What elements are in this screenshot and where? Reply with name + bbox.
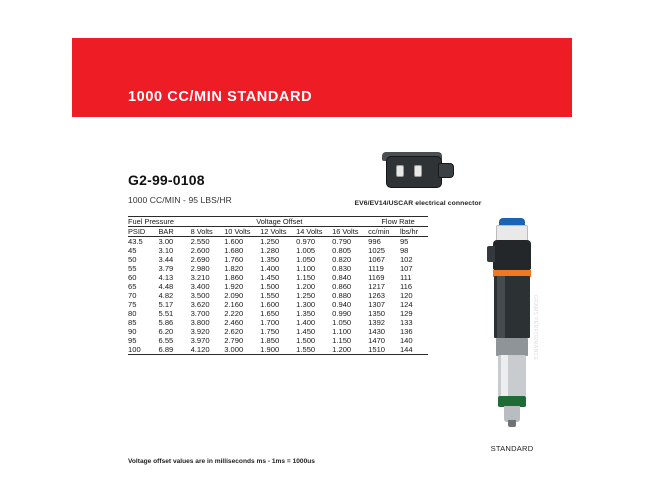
cell-lbshr: 120 (399, 291, 413, 300)
cell-psid: 85 (128, 318, 137, 327)
cell-bar: 4.13 (158, 273, 174, 282)
spec-table (128, 216, 428, 355)
fuel-injector-icon (485, 218, 539, 430)
injector-connector-side (487, 246, 495, 262)
cell-10v: 2.620 (224, 327, 244, 336)
cell-bar: 6.20 (158, 327, 174, 336)
cell-8v: 3.970 (190, 336, 210, 345)
injector-steel-highlight (501, 355, 508, 397)
cell-ccmin: 1307 (368, 300, 386, 309)
cell-ccmin: 1350 (368, 309, 386, 318)
cell-psid: 100 (128, 345, 158, 355)
part-info (128, 172, 388, 205)
cell-10v: 2.460 (224, 318, 244, 327)
cell-16v: 0.790 (332, 237, 352, 246)
cell-ccmin: 1263 (368, 291, 386, 300)
cell-10v: 2.090 (224, 291, 244, 300)
group-header-fuel-pressure: Fuel Pressure (128, 217, 191, 227)
cell-14v: 1.005 (296, 246, 316, 255)
cell-psid: 60 (128, 273, 137, 282)
cell-ccmin: 1510 (368, 345, 400, 355)
cell-bar: 5.86 (158, 318, 174, 327)
cell-psid: 75 (128, 300, 137, 309)
cell-14v: 1.550 (296, 345, 332, 355)
cell-psid: 45 (128, 246, 137, 255)
cell-lbshr: 116 (399, 282, 413, 291)
cell-12v: 1.600 (260, 300, 280, 309)
cell-12v: 1.750 (260, 327, 280, 336)
cell-8v: 2.600 (190, 246, 210, 255)
cell-ccmin: 1470 (368, 336, 386, 345)
cell-ccmin: 1430 (368, 327, 386, 336)
cell-16v: 1.150 (332, 336, 352, 345)
cell-16v: 0.860 (332, 282, 352, 291)
cell-psid: 80 (128, 309, 137, 318)
cell-lbshr: 140 (399, 336, 413, 345)
cell-8v: 2.550 (190, 237, 210, 246)
injector-caption: STANDARD (490, 444, 534, 453)
cell-psid: 50 (128, 255, 137, 264)
cell-12v: 1.650 (260, 309, 280, 318)
connector-figure (352, 150, 484, 207)
table-row (128, 237, 428, 247)
cell-14v: 1.200 (296, 282, 316, 291)
cell-16v: 0.805 (332, 246, 352, 255)
cell-lbshr: 136 (399, 327, 413, 336)
cell-ccmin: 1217 (368, 282, 386, 291)
cell-12v: 1.700 (260, 318, 280, 327)
column-header-14v: 14 Volts (296, 227, 332, 237)
cell-bar: 3.44 (158, 255, 174, 264)
cell-bar: 5.17 (158, 300, 174, 309)
cell-ccmin: 1025 (368, 246, 386, 255)
column-header-bar: BAR (158, 227, 190, 237)
cell-14v: 1.350 (296, 309, 316, 318)
cell-lbshr: 102 (399, 255, 413, 264)
table-group-header-row (128, 217, 428, 227)
table-header-row (128, 227, 428, 237)
cell-16v: 1.100 (332, 327, 352, 336)
cell-bar: 5.51 (158, 309, 174, 318)
electrical-connector-icon (380, 150, 456, 192)
injector-figure (452, 218, 572, 453)
injector-brand-label: GRAMS PERFORMANCE (532, 295, 538, 361)
cell-10v: 1.680 (224, 246, 244, 255)
cell-14v: 1.050 (296, 255, 316, 264)
cell-16v: 1.200 (332, 345, 368, 355)
cell-lbshr: 144 (400, 345, 428, 355)
cell-8v: 3.400 (190, 282, 210, 291)
table-row (128, 336, 428, 345)
cell-10v: 3.000 (224, 345, 260, 355)
cell-8v: 3.210 (190, 273, 210, 282)
cell-8v: 2.690 (190, 255, 210, 264)
cell-12v: 1.400 (260, 264, 280, 273)
table-row (128, 282, 428, 291)
footnote: Voltage offset values are in milliseconds ms - 1ms = 1000us (128, 458, 315, 465)
table-row (128, 300, 428, 309)
spec-table-wrapper (128, 216, 428, 355)
cell-16v: 0.940 (332, 300, 352, 309)
cell-psid: 95 (128, 336, 137, 345)
injector-nozzle (508, 420, 516, 427)
cell-lbshr: 133 (399, 318, 413, 327)
cell-10v: 1.820 (224, 264, 244, 273)
cell-10v: 2.220 (224, 309, 244, 318)
connector-pin (414, 165, 422, 177)
cell-bar: 4.82 (158, 291, 174, 300)
table-row (128, 273, 428, 282)
cell-16v: 0.880 (332, 291, 352, 300)
cell-bar: 6.55 (158, 336, 174, 345)
cell-12v: 1.850 (260, 336, 280, 345)
column-header-10v: 10 Volts (224, 227, 260, 237)
cell-lbshr: 107 (399, 264, 413, 273)
cell-16v: 0.990 (332, 309, 352, 318)
column-header-lbshr: lbs/hr (400, 227, 428, 237)
cell-bar: 3.10 (158, 246, 174, 255)
table-row (128, 345, 428, 355)
cell-14v: 1.300 (296, 300, 316, 309)
connector-tab (438, 163, 454, 178)
cell-12v: 1.550 (260, 291, 280, 300)
cell-bar: 3.00 (158, 237, 174, 246)
injector-mid-collar (496, 338, 528, 356)
cell-psid: 65 (128, 282, 137, 291)
cell-14v: 0.970 (296, 237, 316, 246)
column-header-16v: 16 Volts (332, 227, 368, 237)
group-header-voltage-offset: Voltage Offset (191, 217, 369, 227)
cell-12v: 1.450 (260, 273, 280, 282)
cell-bar: 6.89 (158, 345, 190, 355)
part-number: G2-99-0108 (128, 172, 205, 188)
cell-psid: 90 (128, 327, 137, 336)
cell-8v: 4.120 (191, 345, 225, 355)
cell-ccmin: 1392 (368, 318, 386, 327)
table-row (128, 309, 428, 318)
cell-ccmin: 1067 (368, 255, 386, 264)
cell-10v: 2.790 (224, 336, 244, 345)
table-body (128, 237, 428, 355)
header-banner (72, 38, 572, 117)
cell-10v: 1.600 (224, 237, 244, 246)
cell-lbshr: 95 (399, 237, 409, 246)
table-row (128, 291, 428, 300)
cell-10v: 1.920 (224, 282, 244, 291)
cell-12v: 1.280 (260, 246, 280, 255)
cell-lbshr: 98 (399, 246, 409, 255)
cell-10v: 1.860 (224, 273, 244, 282)
cell-ccmin: 996 (368, 237, 381, 246)
cell-12v: 1.350 (260, 255, 280, 264)
cell-14v: 1.150 (296, 273, 316, 282)
cell-lbshr: 111 (399, 273, 412, 282)
cell-14v: 1.450 (296, 327, 316, 336)
table-row (128, 318, 428, 327)
cell-16v: 0.820 (332, 255, 352, 264)
cell-8v: 3.800 (190, 318, 210, 327)
column-header-8v: 8 Volts (191, 227, 225, 237)
page-title: 1000 CC/MIN STANDARD (128, 89, 313, 105)
injector-connector (493, 240, 531, 270)
column-header-ccmin: cc/min (368, 227, 400, 237)
cell-8v: 3.700 (190, 309, 210, 318)
table-row (128, 246, 428, 255)
table-row (128, 327, 428, 336)
cell-16v: 0.840 (332, 273, 352, 282)
cell-14v: 1.500 (296, 336, 316, 345)
cell-14v: 1.100 (296, 264, 316, 273)
connector-caption: EV6/EV14/USCAR electrical connector (354, 200, 482, 207)
cell-10v: 2.160 (224, 300, 244, 309)
cell-10v: 1.760 (224, 255, 244, 264)
cell-ccmin: 1169 (368, 273, 385, 282)
cell-12v: 1.250 (260, 237, 280, 246)
cell-8v: 3.620 (190, 300, 210, 309)
table-row (128, 264, 428, 273)
cell-lbshr: 124 (399, 300, 413, 309)
cell-8v: 3.920 (190, 327, 210, 336)
group-header-flow-rate: Flow Rate (368, 217, 428, 227)
cell-psid: 55 (128, 264, 137, 273)
connector-pin (396, 165, 404, 177)
cell-14v: 1.400 (296, 318, 316, 327)
cell-8v: 2.980 (190, 264, 210, 273)
cell-16v: 1.050 (332, 318, 352, 327)
cell-psid: 43.5 (128, 237, 143, 246)
cell-psid: 70 (128, 291, 137, 300)
part-description: 1000 CC/MIN - 95 LBS/HR (128, 195, 232, 205)
cell-16v: 0.830 (332, 264, 352, 273)
cell-8v: 3.500 (190, 291, 210, 300)
cell-ccmin: 1119 (368, 264, 384, 273)
cell-14v: 1.250 (296, 291, 316, 300)
cell-lbshr: 129 (399, 309, 413, 318)
column-header-psid: PSID (128, 227, 158, 237)
column-header-12v: 12 Volts (260, 227, 296, 237)
cell-12v: 1.900 (260, 345, 296, 355)
cell-bar: 3.79 (158, 264, 174, 273)
table-row (128, 255, 428, 264)
cell-bar: 4.48 (158, 282, 174, 291)
cell-12v: 1.500 (260, 282, 280, 291)
